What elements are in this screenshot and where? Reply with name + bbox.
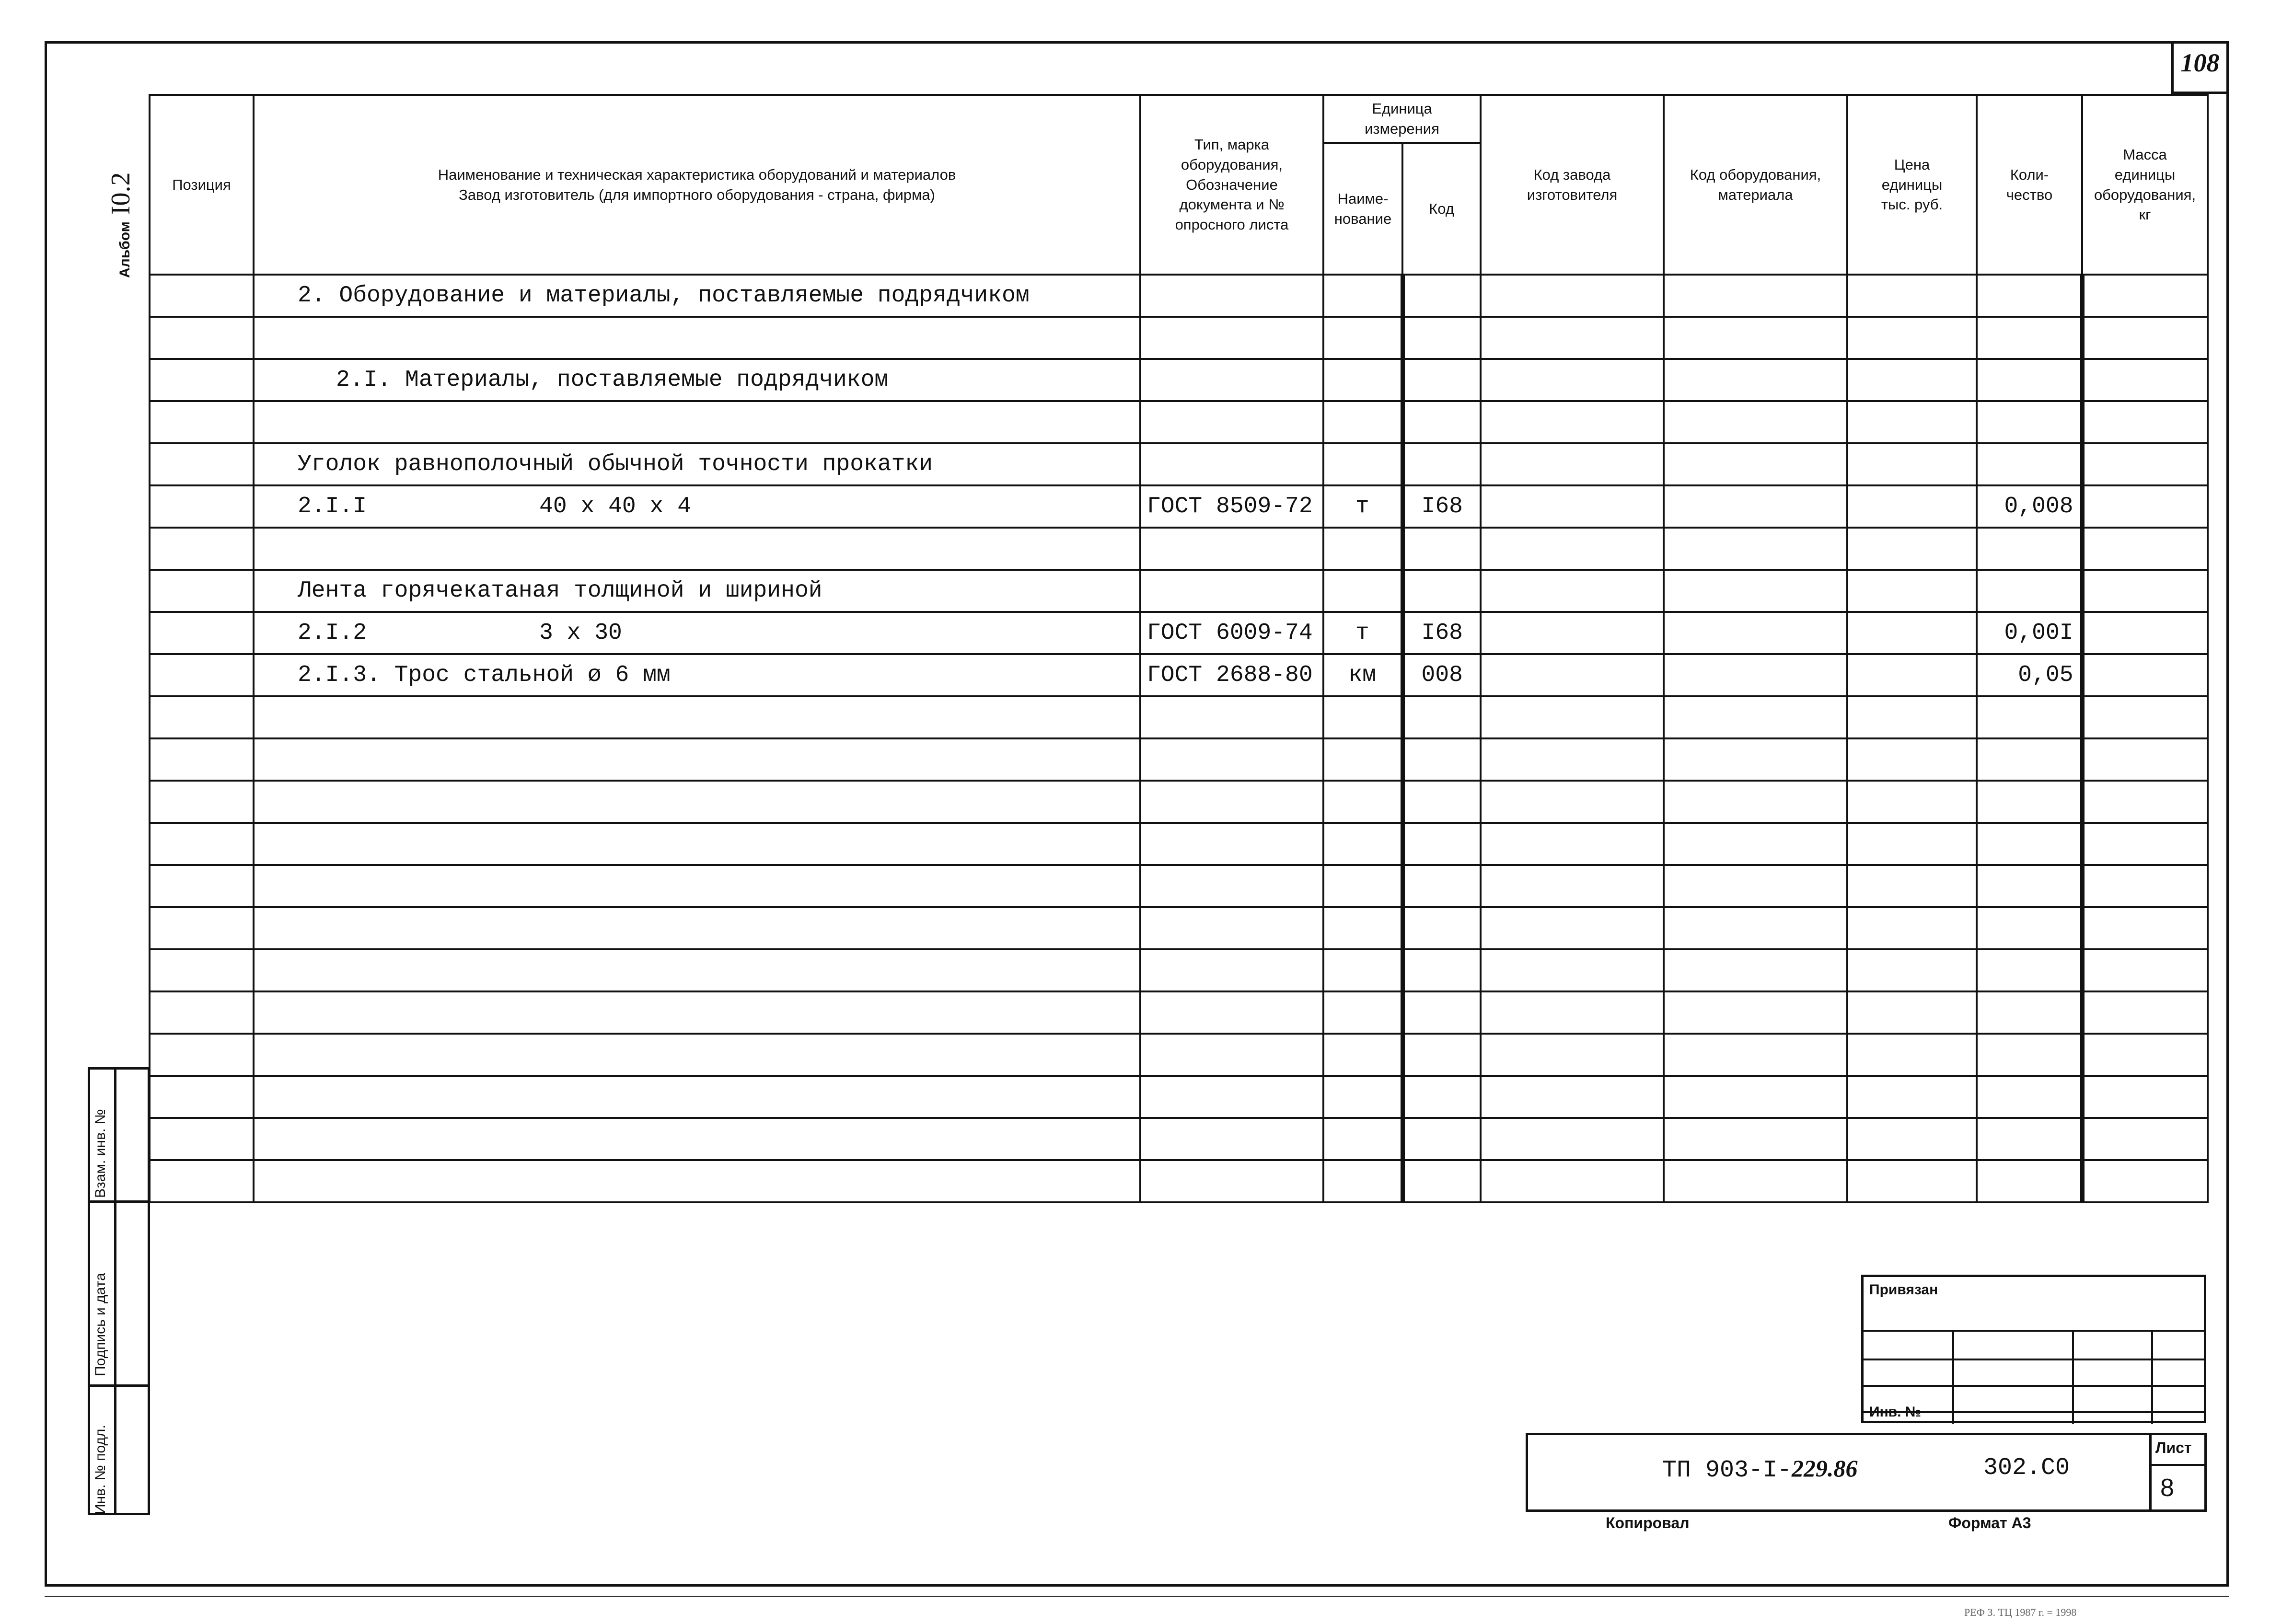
document-section: 302.C0 xyxy=(1983,1454,2070,1482)
cell-name xyxy=(254,401,1140,443)
cell-plant-code xyxy=(1481,949,1664,991)
cell-unit xyxy=(1323,1118,1402,1160)
cell-type xyxy=(1140,570,1323,612)
col-unit-group: Единица измерения xyxy=(1323,95,1481,143)
cell-price xyxy=(1847,907,1977,949)
cell-unit xyxy=(1323,696,1402,738)
cell-type xyxy=(1140,1118,1323,1160)
cell-name: Уголок равнополочный обычной точности прокатки xyxy=(254,443,1140,485)
cell-equipment-code xyxy=(1664,1034,1847,1076)
cell-position xyxy=(150,1076,254,1118)
cell-unit-code xyxy=(1402,865,1481,907)
cell-mass xyxy=(2082,443,2208,485)
cell-mass xyxy=(2082,528,2208,570)
cell-mass xyxy=(2082,612,2208,654)
cell-equipment-code xyxy=(1664,1118,1847,1160)
cell-unit-code xyxy=(1402,949,1481,991)
cell-name: 2.I.I 40 x 40 x 4 xyxy=(254,485,1140,528)
cell-position xyxy=(150,1034,254,1076)
cell-plant-code xyxy=(1481,275,1664,317)
cell-unit xyxy=(1323,907,1402,949)
cell-type xyxy=(1140,738,1323,781)
cell-quantity xyxy=(1977,275,2082,317)
col-type: Тип, марка оборудования, Обозначение документа и № опросного листа xyxy=(1140,95,1323,275)
cell-name xyxy=(254,1076,1140,1118)
cell-mass xyxy=(2082,949,2208,991)
cell-quantity xyxy=(1977,991,2082,1034)
cell-price xyxy=(1847,570,1977,612)
cell-mass xyxy=(2082,654,2208,696)
cell-unit-code xyxy=(1402,1076,1481,1118)
cell-name xyxy=(254,907,1140,949)
cell-plant-code xyxy=(1481,1160,1664,1202)
cell-quantity: 0,05 xyxy=(1977,654,2082,696)
cell-equipment-code xyxy=(1664,738,1847,781)
cell-mass xyxy=(2082,1076,2208,1118)
cell-equipment-code xyxy=(1664,865,1847,907)
col-quantity: Коли- чество xyxy=(1977,95,2082,275)
cell-equipment-code xyxy=(1664,781,1847,823)
cell-position xyxy=(150,570,254,612)
cell-mass xyxy=(2082,570,2208,612)
cell-equipment-code xyxy=(1664,823,1847,865)
sheet-cell xyxy=(2149,1435,2204,1509)
cell-position xyxy=(150,907,254,949)
cell-mass xyxy=(2082,781,2208,823)
cell-unit-code xyxy=(1402,781,1481,823)
cell-position xyxy=(150,1160,254,1202)
cell-quantity xyxy=(1977,1034,2082,1076)
table-row xyxy=(150,612,2208,654)
cell-mass xyxy=(2082,1034,2208,1076)
cell-position xyxy=(150,528,254,570)
cell-position xyxy=(150,696,254,738)
cell-price xyxy=(1847,1118,1977,1160)
table-row xyxy=(150,781,2208,823)
cell-type: ГОСТ 2688-80 xyxy=(1140,654,1323,696)
cell-equipment-code xyxy=(1664,317,1847,359)
cell-equipment-code xyxy=(1664,401,1847,443)
cell-quantity xyxy=(1977,570,2082,612)
table-row xyxy=(150,528,2208,570)
cell-type xyxy=(1140,1076,1323,1118)
cell-price xyxy=(1847,528,1977,570)
cell-unit-code xyxy=(1402,696,1481,738)
cell-price xyxy=(1847,991,1977,1034)
table-row xyxy=(150,823,2208,865)
table-row xyxy=(150,275,2208,317)
binding-stamp xyxy=(1861,1275,2206,1423)
cell-plant-code xyxy=(1481,443,1664,485)
cell-unit-code xyxy=(1402,1160,1481,1202)
cell-position xyxy=(150,991,254,1034)
cell-plant-code xyxy=(1481,612,1664,654)
cell-plant-code xyxy=(1481,781,1664,823)
cell-unit-code xyxy=(1402,275,1481,317)
cell-price xyxy=(1847,949,1977,991)
cell-quantity xyxy=(1977,696,2082,738)
cell-price xyxy=(1847,1034,1977,1076)
cell-mass xyxy=(2082,359,2208,401)
cell-unit-code xyxy=(1402,359,1481,401)
cell-mass xyxy=(2082,823,2208,865)
cell-name xyxy=(254,1160,1140,1202)
cell-plant-code xyxy=(1481,1118,1664,1160)
cell-name xyxy=(254,528,1140,570)
cell-type xyxy=(1140,823,1323,865)
album-value: I0.2 xyxy=(106,172,136,215)
cell-unit-code xyxy=(1402,991,1481,1034)
cell-type xyxy=(1140,907,1323,949)
stamp-inv-no: Инв. № xyxy=(1869,1404,1922,1420)
cell-unit-code: 008 xyxy=(1402,654,1481,696)
cell-name xyxy=(254,1034,1140,1076)
cell-position xyxy=(150,612,254,654)
cell-unit-code xyxy=(1402,443,1481,485)
cell-price xyxy=(1847,275,1977,317)
cell-type: ГОСТ 6009-74 xyxy=(1140,612,1323,654)
cell-unit-code xyxy=(1402,401,1481,443)
cell-unit xyxy=(1323,317,1402,359)
cell-unit-code xyxy=(1402,317,1481,359)
cell-mass xyxy=(2082,275,2208,317)
cell-price xyxy=(1847,401,1977,443)
cell-unit xyxy=(1323,823,1402,865)
cell-unit xyxy=(1323,275,1402,317)
footer-format: Формат А3 xyxy=(1948,1514,2031,1532)
specification-table xyxy=(149,94,2209,1203)
cell-price xyxy=(1847,654,1977,696)
cell-price xyxy=(1847,781,1977,823)
cell-plant-code xyxy=(1481,570,1664,612)
sheet-label: Лист xyxy=(2155,1439,2192,1456)
cell-equipment-code xyxy=(1664,1160,1847,1202)
cell-name xyxy=(254,949,1140,991)
cell-unit xyxy=(1323,401,1402,443)
cell-unit-code xyxy=(1402,528,1481,570)
title-block xyxy=(1526,1433,2207,1512)
cell-name xyxy=(254,317,1140,359)
cell-price xyxy=(1847,317,1977,359)
cell-quantity: 0,00I xyxy=(1977,612,2082,654)
cell-type xyxy=(1140,275,1323,317)
cell-plant-code xyxy=(1481,865,1664,907)
cell-plant-code xyxy=(1481,696,1664,738)
cell-type xyxy=(1140,443,1323,485)
cell-unit-code xyxy=(1402,1034,1481,1076)
col-price: Цена единицы тыс. руб. xyxy=(1847,95,1977,275)
cell-quantity xyxy=(1977,317,2082,359)
cell-plant-code xyxy=(1481,401,1664,443)
table-row xyxy=(150,1118,2208,1160)
cell-price xyxy=(1847,485,1977,528)
cell-plant-code xyxy=(1481,654,1664,696)
cell-equipment-code xyxy=(1664,991,1847,1034)
cell-plant-code xyxy=(1481,823,1664,865)
cell-type xyxy=(1140,401,1323,443)
cell-type xyxy=(1140,528,1323,570)
album-label xyxy=(105,173,136,278)
cell-mass xyxy=(2082,1160,2208,1202)
col-position: Позиция xyxy=(150,95,254,275)
cell-type xyxy=(1140,865,1323,907)
cell-price xyxy=(1847,823,1977,865)
table-row xyxy=(150,443,2208,485)
cell-quantity xyxy=(1977,907,2082,949)
cell-equipment-code xyxy=(1664,612,1847,654)
cell-equipment-code xyxy=(1664,654,1847,696)
cell-unit xyxy=(1323,1034,1402,1076)
cell-price xyxy=(1847,1076,1977,1118)
cell-price xyxy=(1847,738,1977,781)
cell-name xyxy=(254,865,1140,907)
cell-quantity xyxy=(1977,738,2082,781)
cell-position xyxy=(150,781,254,823)
cell-position xyxy=(150,823,254,865)
col-mass: Масса единицы оборудования, кг xyxy=(2082,95,2208,275)
cell-plant-code xyxy=(1481,991,1664,1034)
cell-equipment-code xyxy=(1664,359,1847,401)
cell-position xyxy=(150,738,254,781)
col-plant-code: Код завода изготовителя xyxy=(1481,95,1664,275)
cell-type xyxy=(1140,359,1323,401)
cell-unit-code: I68 xyxy=(1402,485,1481,528)
cell-quantity xyxy=(1977,949,2082,991)
col-unit-name: Наиме- нование xyxy=(1323,143,1402,275)
cell-quantity xyxy=(1977,781,2082,823)
cell-type xyxy=(1140,991,1323,1034)
cell-unit-code xyxy=(1402,1118,1481,1160)
cell-quantity xyxy=(1977,1076,2082,1118)
cell-quantity xyxy=(1977,1118,2082,1160)
cell-size: 3 x 30 xyxy=(539,620,622,646)
stamp-privyazan: Привязан xyxy=(1869,1282,1938,1298)
document-code: ТП 903-I-229.86 xyxy=(1662,1455,1858,1484)
cell-position xyxy=(150,317,254,359)
sheet-value: 8 xyxy=(2160,1474,2174,1502)
cell-mass xyxy=(2082,865,2208,907)
footer-copied: Копировал xyxy=(1606,1514,1690,1532)
cell-name: 2.I. Материалы, поставляемые подрядчиком xyxy=(254,359,1140,401)
cell-plant-code xyxy=(1481,485,1664,528)
cell-quantity xyxy=(1977,823,2082,865)
cell-unit xyxy=(1323,443,1402,485)
table-row xyxy=(150,1160,2208,1202)
cell-position xyxy=(150,1118,254,1160)
cell-position xyxy=(150,401,254,443)
cell-unit xyxy=(1323,1076,1402,1118)
cell-unit-code xyxy=(1402,907,1481,949)
cell-unit xyxy=(1323,738,1402,781)
cell-unit xyxy=(1323,865,1402,907)
cell-position xyxy=(150,654,254,696)
cell-quantity xyxy=(1977,1160,2082,1202)
cell-name xyxy=(254,696,1140,738)
cell-unit xyxy=(1323,570,1402,612)
table-row xyxy=(150,738,2208,781)
cell-quantity xyxy=(1977,865,2082,907)
table-row xyxy=(150,654,2208,696)
col-equipment-code: Код оборудования, материала xyxy=(1664,95,1847,275)
cell-equipment-code xyxy=(1664,696,1847,738)
cell-quantity xyxy=(1977,401,2082,443)
cell-plant-code xyxy=(1481,528,1664,570)
cell-quantity xyxy=(1977,443,2082,485)
cell-name xyxy=(254,738,1140,781)
cell-equipment-code xyxy=(1664,485,1847,528)
cell-name xyxy=(254,823,1140,865)
cell-name xyxy=(254,1118,1140,1160)
cell-unit xyxy=(1323,1160,1402,1202)
cell-position xyxy=(150,359,254,401)
table-row xyxy=(150,949,2208,991)
cell-equipment-code xyxy=(1664,443,1847,485)
cell-mass xyxy=(2082,738,2208,781)
cell-name: 2.I.2 3 x 30 xyxy=(254,612,1140,654)
table-row xyxy=(150,1076,2208,1118)
cell-name: 2. Оборудование и материалы, поставляемые подрядчиком xyxy=(254,275,1140,317)
cell-equipment-code xyxy=(1664,528,1847,570)
cell-equipment-code xyxy=(1664,949,1847,991)
cell-unit: т xyxy=(1323,612,1402,654)
side-stamp-vzam: Взам. инв. № xyxy=(93,1109,108,1198)
cell-unit xyxy=(1323,781,1402,823)
cell-unit-code: I68 xyxy=(1402,612,1481,654)
sheet-number: 108 xyxy=(2180,48,2220,77)
cell-unit-code xyxy=(1402,570,1481,612)
cell-unit xyxy=(1323,949,1402,991)
cell-position xyxy=(150,275,254,317)
table-row xyxy=(150,317,2208,359)
cell-price xyxy=(1847,612,1977,654)
cell-quantity xyxy=(1977,359,2082,401)
cell-unit xyxy=(1323,528,1402,570)
cell-type xyxy=(1140,1034,1323,1076)
cell-mass xyxy=(2082,907,2208,949)
cell-plant-code xyxy=(1481,359,1664,401)
table-row xyxy=(150,359,2208,401)
cell-name xyxy=(254,991,1140,1034)
cell-unit-code xyxy=(1402,738,1481,781)
cell-mass xyxy=(2082,696,2208,738)
cell-price xyxy=(1847,696,1977,738)
col-name: Наименование и техническая характеристика оборудований и материалов Завод изготовитель (для импортного оборудования - страна, фирма) xyxy=(254,95,1140,275)
cell-price xyxy=(1847,1160,1977,1202)
table-row xyxy=(150,907,2208,949)
cell-position xyxy=(150,865,254,907)
cell-unit xyxy=(1323,359,1402,401)
cell-mass xyxy=(2082,991,2208,1034)
table-row xyxy=(150,696,2208,738)
cell-plant-code xyxy=(1481,738,1664,781)
cell-unit: км xyxy=(1323,654,1402,696)
cell-type xyxy=(1140,781,1323,823)
cell-mass xyxy=(2082,485,2208,528)
cell-position xyxy=(150,949,254,991)
cell-equipment-code xyxy=(1664,1076,1847,1118)
table-row xyxy=(150,991,2208,1034)
cell-plant-code xyxy=(1481,317,1664,359)
cell-equipment-code xyxy=(1664,570,1847,612)
cell-unit xyxy=(1323,991,1402,1034)
cell-name: Лента горячекатаная толщиной и шириной xyxy=(254,570,1140,612)
table-row xyxy=(150,865,2208,907)
cell-name: 2.I.3. Трос стальной ø 6 мм xyxy=(254,654,1140,696)
cell-price xyxy=(1847,865,1977,907)
cell-mass xyxy=(2082,401,2208,443)
cell-size: 40 x 40 x 4 xyxy=(539,494,691,519)
table-row xyxy=(150,401,2208,443)
cell-plant-code xyxy=(1481,1076,1664,1118)
side-stamp-podpis: Подпись и дата xyxy=(93,1273,108,1376)
table-body xyxy=(150,275,2208,1202)
cell-type xyxy=(1140,696,1323,738)
cell-type xyxy=(1140,317,1323,359)
cell-position xyxy=(150,443,254,485)
table-row xyxy=(150,1034,2208,1076)
col-unit-code: Код xyxy=(1402,143,1481,275)
cell-plant-code xyxy=(1481,907,1664,949)
cell-position xyxy=(150,485,254,528)
print-mark: РЕФ З. ТЦ 1987 г. = 1998 xyxy=(1964,1606,2077,1618)
cell-price xyxy=(1847,359,1977,401)
cell-mass xyxy=(2082,317,2208,359)
cell-unit: т xyxy=(1323,485,1402,528)
side-stamp-inv: Инв. № подл. xyxy=(93,1425,108,1514)
cell-quantity: 0,008 xyxy=(1977,485,2082,528)
album-caption: Альбом xyxy=(117,221,133,278)
cell-price xyxy=(1847,443,1977,485)
cell-type xyxy=(1140,1160,1323,1202)
cell-equipment-code xyxy=(1664,275,1847,317)
table-row xyxy=(150,570,2208,612)
cell-mass xyxy=(2082,1118,2208,1160)
cell-plant-code xyxy=(1481,1034,1664,1076)
cell-name xyxy=(254,781,1140,823)
table-row xyxy=(150,485,2208,528)
cell-unit-code xyxy=(1402,823,1481,865)
cell-equipment-code xyxy=(1664,907,1847,949)
cell-type xyxy=(1140,949,1323,991)
cell-quantity xyxy=(1977,528,2082,570)
cell-type: ГОСТ 8509-72 xyxy=(1140,485,1323,528)
